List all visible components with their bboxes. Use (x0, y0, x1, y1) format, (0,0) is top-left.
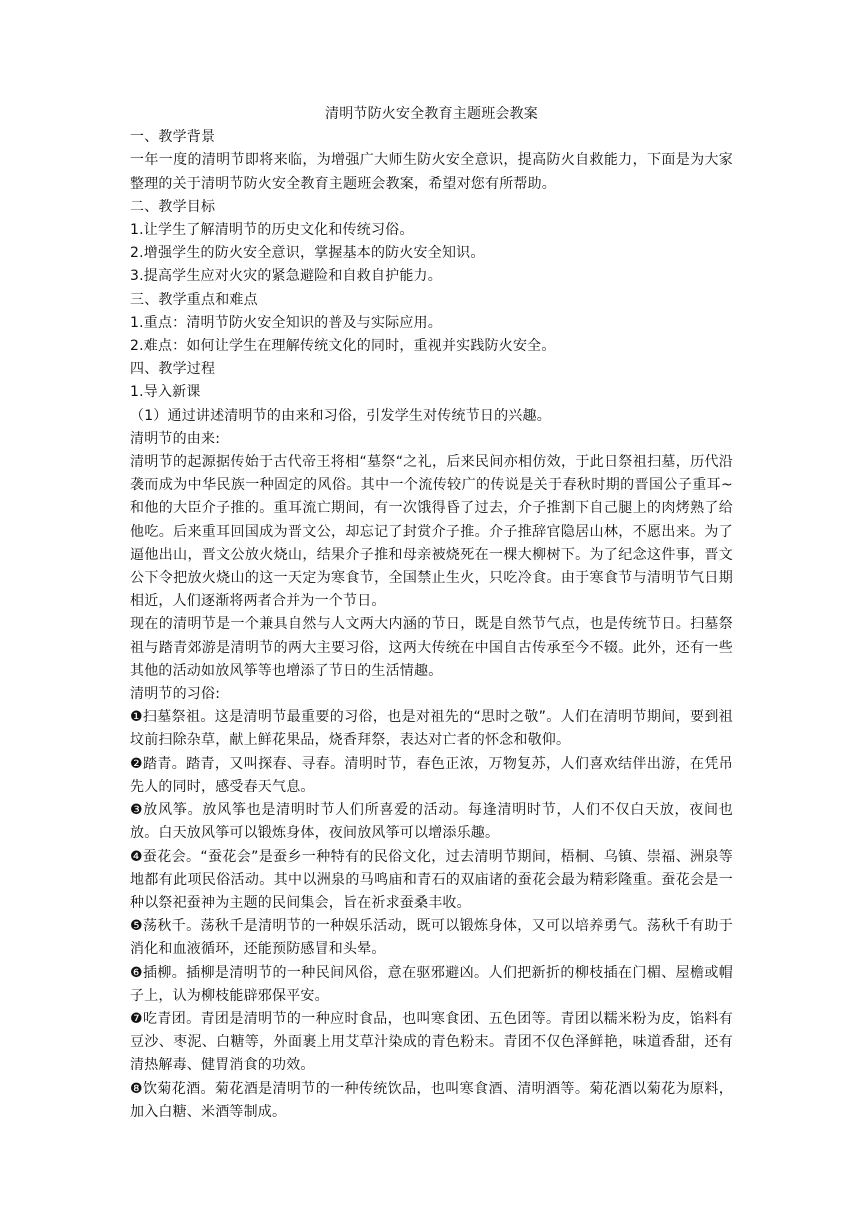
goal-item: 2.增强学生的防火安全意识，掌握基本的防火安全知识。 (130, 245, 485, 262)
focus-item: 2.难点：如何让学生在理解传统文化的同时，重视并实践防火安全。 (130, 338, 556, 355)
origin-heading: 清明节的由来: (130, 430, 221, 447)
origin-paragraph: 清明节的起源据传始于古代帝王将相“墓祭“之礼，后来民间亦相仿效，于此日祭祖扫墓，历代沿袭而成为中华民族一种固定的风俗。其中一个流传较广的传说是关于春秋时期的晋国公子重耳~和他的大臣介子推的。重耳流亡期间，有一次饿得昏了过去，介子推割下自己腿上的肉烤熟了给他吃。后来重耳回国成为晋文公，却忘记了封赏介子推。介子推辞官隐居山林，不愿出来。为了逼他出山，晋文公放火烧山，结果介子推和母亲被烧死在一棵大柳树下。为了纪念这件事，晋文公下令把放火烧山的这一天定为寒食节，全国禁止生火，只吃冷食。由于寒食节与清明节气日期相近，人们逐渐将两者合并为一个节日。 (130, 454, 733, 610)
section-heading-focus: 三、教学重点和难点 (130, 291, 258, 308)
goal-item: 3.提高学生应对火灾的紧急避险和自救自护能力。 (130, 268, 442, 285)
custom-item: ❹蚕花会。“蚕花会”是蚕乡一种特有的民俗文化，过去清明节期间，梧桐、乌镇、崇福、洲泉等地都有此项民俗活动。其中以洲泉的马鸣庙和青石的双庙诸的蚕花会最为精彩隆重。蚕花会是一种以祭祀蚕神为主题的民间集会，旨在祈求蚕桑丰收。 (130, 848, 733, 911)
goal-item: 1.让学生了解清明节的历史文化和传统习俗。 (130, 222, 414, 239)
document-title: 清明节防火安全教育主题班会教案 (325, 106, 538, 122)
document-page (130, 103, 733, 1124)
custom-item: ❻插柳。插柳是清明节的一种民间风俗，意在驱邪避凶。人们把新折的柳枝插在门楣、屋檐或帽子上，认为柳枝能辟邪保平安。 (130, 964, 733, 1004)
process-subheading: 1.导入新课 (130, 384, 201, 401)
custom-item: ❷踏青。踏青，又叫探春、寻春。清明时节，春色正浓，万物复苏，人们喜欢结伴出游，在凭吊先人的同时，感受春天气息。 (130, 755, 733, 795)
customs-heading: 清明节的习俗: (130, 686, 221, 703)
section-heading-goals: 二、教学目标 (130, 198, 216, 215)
focus-item: 1.重点：清明节防火安全知识的普及与实际应用。 (130, 314, 442, 331)
section-heading-background: 一、教学背景 (130, 129, 216, 146)
custom-item: ❶扫墓祭祖。这是清明节最重要的习俗，也是对祖先的“思时之敬”。人们在清明节期间，要到祖坟前扫除杂草，献上鲜花果品，烧香拜祭，表达对亡者的怀念和敬仰。 (130, 709, 733, 749)
background-paragraph: 一年一度的清明节即将来临，为增强广大师生防火安全意识，提高防火自救能力，下面是为大家整理的关于清明节防火安全教育主题班会教案，希望对您有所帮助。 (130, 152, 733, 192)
now-paragraph: 现在的清明节是一个兼具自然与人文两大内涵的节日，既是自然节气点，也是传统节日。扫墓祭祖与踏青郊游是清明节的两大主要习俗，这两大传统在中国自古传承至今不辍。此外，还有一些其他的活动如放风筝等也增添了节日的生活情趣。 (130, 616, 733, 679)
custom-item: ❸放风筝。放风筝也是清明时节人们所喜爱的活动。每逢清明时节，人们不仅白天放，夜间也放。白天放风筝可以锻炼身体，夜间放风筝可以增添乐趣。 (130, 802, 733, 842)
custom-item: ❼吃青团。青团是清明节的一种应时食品，也叫寒食团、五色团等。青团以糯米粉为皮，馅料有豆沙、枣泥、白糖等，外面裹上用艾草汁染成的青色粉末。青团不仅色泽鲜艳，味道香甜，还有清热解毒、健胃消食的功效。 (130, 1010, 733, 1074)
custom-item: ❽饮菊花酒。菊花酒是清明节的一种传统饮品，也叫寒食酒、清明酒等。菊花酒以菊花为原料，加入白糖、米酒等制成。 (130, 1080, 733, 1120)
section-heading-process: 四、教学过程 (130, 361, 216, 378)
process-item: （1）通过讲述清明节的由来和习俗，引发学生对传统节日的兴趣。 (130, 407, 551, 424)
custom-item: ❺荡秋千。荡秋千是清明节的一种娱乐活动，既可以锻炼身体，又可以培养勇气。荡秋千有助于消化和血液循环，还能预防感冒和头晕。 (130, 918, 733, 958)
